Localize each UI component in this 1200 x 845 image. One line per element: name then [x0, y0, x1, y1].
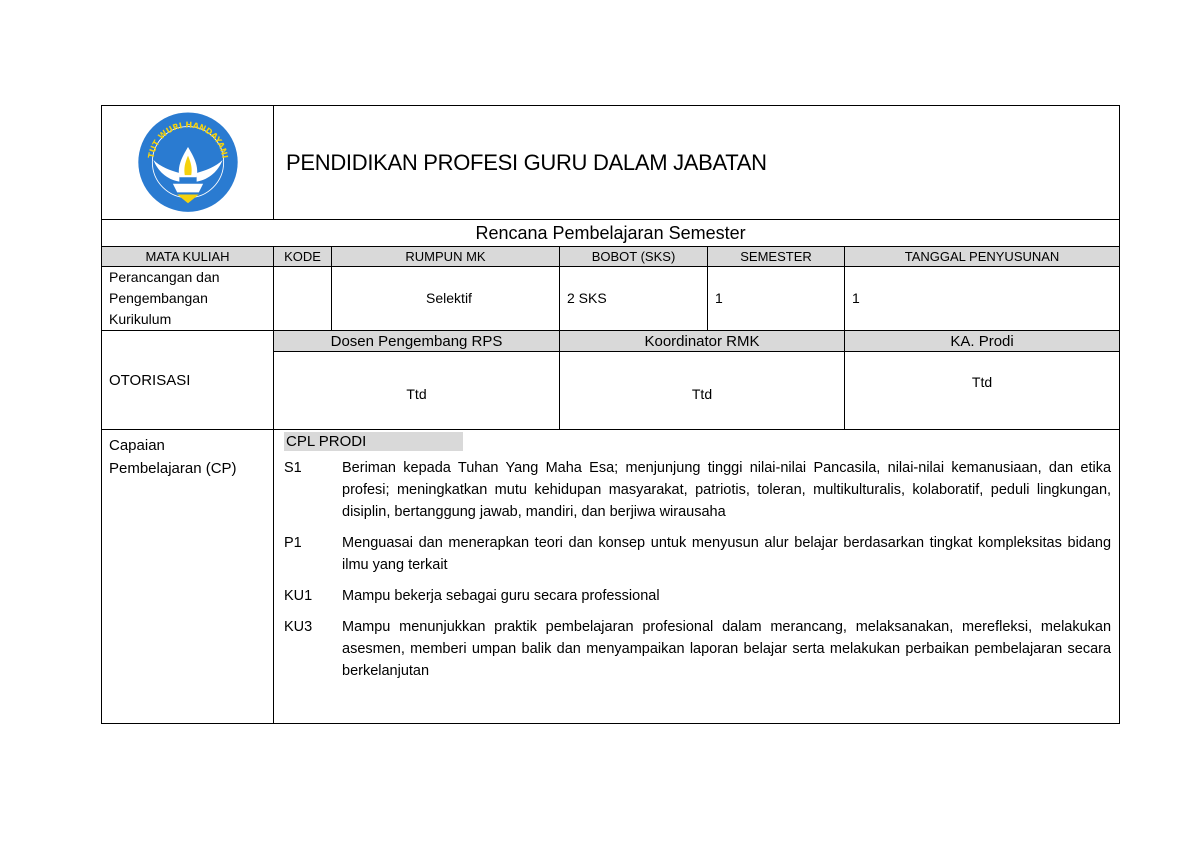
cp-content	[274, 430, 1120, 724]
col-header-kode: KODE	[274, 247, 332, 267]
cpl-prodi-heading: CPL PRODI	[284, 432, 463, 451]
rps-document-table	[101, 105, 1120, 724]
cpl-item	[284, 585, 1111, 607]
cpl-text: Beriman kepada Tuhan Yang Maha Esa; menjunjung tinggi nilai-nilai Pancasila, nilai-nilai kemanusiaan, dan etika profesi; meningkatkan mutu kehidupan masyarakat, patriotis, toleran, multikulturalis, kolaboratif, peduli lingkungan, disiplin, bertanggung jawab, mandiri, dan berjiwa wirausaha	[342, 460, 1112, 520]
dosen-header: Dosen Pengembang RPS	[274, 331, 560, 352]
col-header-tanggal: TANGGAL PENYUSUNAN	[845, 247, 1120, 267]
cpl-code: KU3	[284, 619, 313, 635]
course-rumpun: Selektif	[332, 267, 560, 331]
kaprodi-signature: Ttd	[845, 352, 1120, 430]
cpl-item	[284, 616, 1111, 682]
koordinator-signature: Ttd	[560, 352, 845, 430]
course-name	[102, 267, 274, 331]
rps-title: Rencana Pembelajaran Semester	[102, 220, 1120, 247]
course-name-line: Perancangan dan	[109, 269, 220, 285]
course-bobot: 2 SKS	[560, 267, 708, 331]
koordinator-header: Koordinator RMK	[560, 331, 845, 352]
course-tanggal: 1	[845, 267, 1120, 331]
col-header-mata-kuliah: MATA KULIAH	[102, 247, 274, 267]
course-name-line: Pengembangan	[109, 290, 208, 306]
col-header-semester: SEMESTER	[708, 247, 845, 267]
col-header-bobot: BOBOT (SKS)	[560, 247, 708, 267]
cpl-text: Menguasai dan menerapkan teori dan konsep untuk menyusun alur belajar berdasarkan tingkat kompleksitas bidang ilmu yang terkait	[342, 535, 1112, 573]
cpl-text: Mampu bekerja sebagai guru secara professional	[342, 588, 660, 604]
cpl-item	[284, 457, 1111, 523]
otorisasi-label: OTORISASI	[102, 331, 274, 430]
cpl-text: Mampu menunjukkan praktik pembelajaran profesional dalam merancang, melaksanakan, merefleksi, melakukan asesmen, memberi umpan balik dan menyampaikan laporan belajar serta melakukan perbaikan pembelajaran secara berkelanjutan	[342, 619, 1112, 679]
col-header-rumpun: RUMPUN MK	[332, 247, 560, 267]
course-code	[274, 267, 332, 331]
kaprodi-header: KA. Prodi	[845, 331, 1120, 352]
tut-wuri-handayani-logo	[134, 106, 242, 214]
cpl-code: P1	[284, 535, 302, 551]
cpl-code: KU1	[284, 588, 313, 604]
logo-motto: TUT WURI HANDAYANI	[145, 119, 230, 159]
course-semester: 1	[708, 267, 845, 331]
cpl-item	[284, 532, 1111, 576]
course-name-line: Kurikulum	[109, 311, 172, 327]
cp-label-line: Pembelajaran (CP)	[109, 460, 237, 477]
dosen-signature: Ttd	[274, 352, 560, 430]
logo-cell	[102, 106, 274, 220]
document-title: PENDIDIKAN PROFESI GURU DALAM JABATAN	[274, 106, 1120, 220]
cpl-code: S1	[284, 460, 302, 476]
cp-label	[102, 430, 274, 724]
cp-label-line: Capaian	[109, 437, 165, 454]
